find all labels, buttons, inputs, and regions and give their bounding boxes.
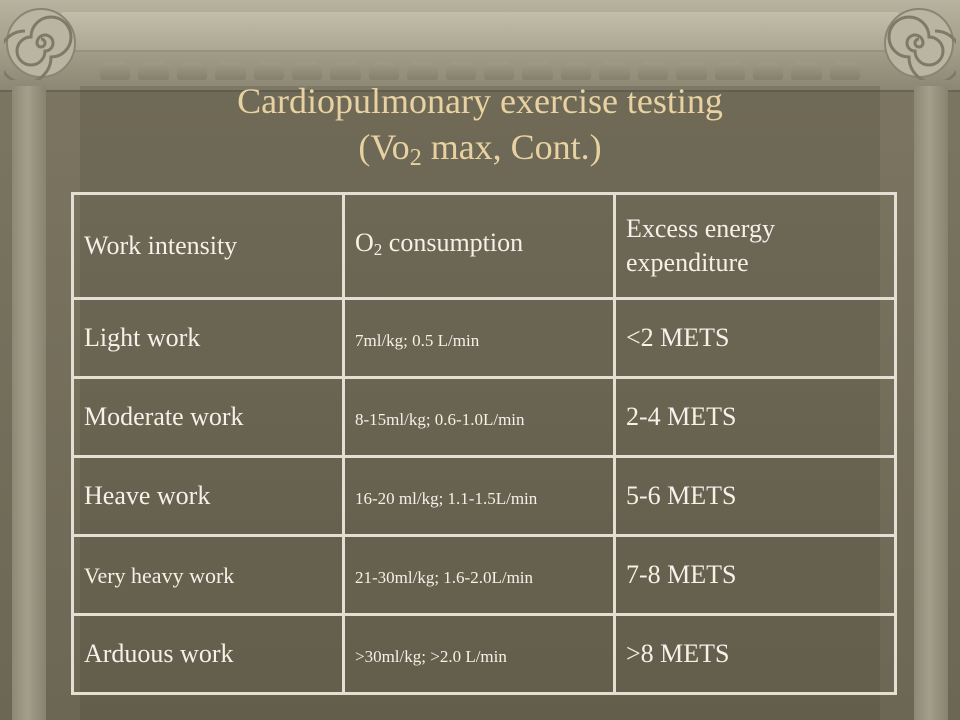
cell-energy: 5-6 METS (615, 457, 896, 536)
cell-intensity: Moderate work (73, 378, 344, 457)
spiral-scroll-icon (882, 6, 956, 80)
cell-energy: 7-8 METS (615, 536, 896, 615)
cell-o2-value: >30ml/kg; >2.0 L/min (355, 647, 507, 666)
spiral-scroll-icon (4, 6, 78, 80)
cell-o2 (344, 378, 615, 457)
cell-o2 (344, 299, 615, 378)
cell-energy: >8 METS (615, 615, 896, 694)
slide-title (80, 78, 880, 181)
left-pillar (12, 86, 46, 720)
cell-intensity: Light work (73, 299, 344, 378)
cell-o2 (344, 615, 615, 694)
title-subscript: 2 (409, 145, 422, 171)
table-row (73, 536, 896, 615)
right-pillar (914, 86, 948, 720)
cell-intensity: Heave work (73, 457, 344, 536)
cell-o2-value: 8-15ml/kg; 0.6-1.0L/min (355, 410, 525, 429)
cell-o2 (344, 536, 615, 615)
header-o2-subscript: 2 (373, 239, 383, 259)
cell-o2-value: 21-30ml/kg; 1.6-2.0L/min (355, 568, 534, 587)
header-work-intensity: Work intensity (73, 194, 344, 299)
header-excess-energy: Excess energy expenditure (615, 194, 896, 299)
title-prefix: (Vo (358, 127, 410, 167)
table-row (73, 299, 896, 378)
title-line-1: Cardiopulmonary exercise testing (237, 81, 723, 121)
title-line-2 (80, 124, 880, 181)
cell-energy: 2-4 METS (615, 378, 896, 457)
cell-intensity: Arduous work (73, 615, 344, 694)
cell-intensity-value: Very heavy work (84, 562, 235, 588)
cell-intensity (73, 536, 344, 615)
header-o2-prefix: O (355, 227, 374, 257)
table-row (73, 615, 896, 694)
table-header-row (73, 194, 896, 299)
header-o2-consumption (344, 194, 615, 299)
cell-o2 (344, 457, 615, 536)
work-intensity-table (71, 192, 887, 682)
table-row (73, 378, 896, 457)
table-row (73, 457, 896, 536)
cell-o2-value: 16-20 ml/kg; 1.1-1.5L/min (355, 489, 538, 508)
table (71, 192, 897, 695)
header-o2-suffix: consumption (382, 227, 524, 257)
cell-energy: <2 METS (615, 299, 896, 378)
capital-band (60, 12, 900, 52)
title-suffix: max, Cont.) (421, 127, 602, 167)
cell-o2-value: 7ml/kg; 0.5 L/min (355, 331, 480, 350)
